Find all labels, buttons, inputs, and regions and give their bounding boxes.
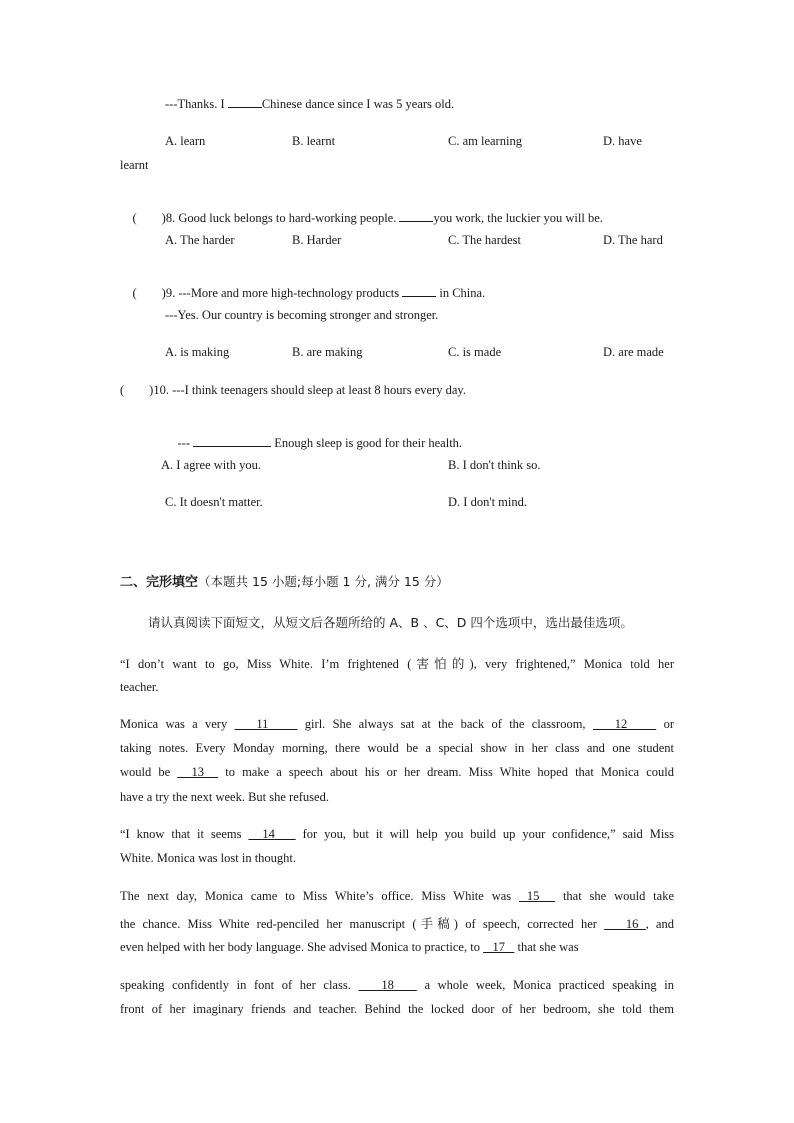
passage-p3-line2: White. Monica was lost in thought.	[120, 851, 297, 865]
q9-blank	[402, 285, 436, 297]
q9-option-b: B. are making	[292, 345, 363, 359]
q8-option-c: C. The hardest	[448, 233, 522, 247]
blank-16	[604, 917, 645, 931]
passage-text: , and	[645, 917, 674, 931]
q8-option-d: D. The hard	[603, 233, 663, 247]
passage-p2-line1	[120, 717, 674, 732]
q8-blank	[399, 210, 433, 222]
passage-text: the chance. Miss White red-penciled her manuscript (手稿) of speech, corrected her	[120, 917, 605, 931]
q10-option-d: D. I don't mind.	[448, 495, 527, 509]
q10-question: ( )10. ---I think teenagers should sleep at least 8 hours every day.	[120, 383, 466, 397]
passage-text: to make a speech about his or her dream. Miss White hoped that Monica could	[218, 765, 674, 779]
passage-text: speaking confidently in font of her class.	[120, 978, 359, 992]
blank-16-number: 16	[625, 917, 639, 931]
blank-13	[177, 765, 218, 779]
q9-option-d: D. are made	[603, 345, 664, 359]
blank-15	[519, 889, 555, 903]
blank-18-number: 18	[381, 978, 394, 992]
q10-text-before: ---	[177, 436, 194, 450]
q8-option-a: A. The harder	[165, 233, 235, 247]
passage-p2-line3	[120, 765, 674, 780]
blank-15-number: 15	[526, 889, 540, 903]
passage-text: Monica was a very	[120, 717, 235, 731]
q7-option-d: D. have	[603, 134, 642, 148]
q7-option-a: A. learn	[165, 134, 206, 148]
passage-p5-line1	[120, 978, 674, 993]
section-2-heading	[120, 571, 449, 590]
q7-option-c: C. am learning	[448, 134, 522, 148]
q10-option-c: C. It doesn't matter.	[165, 495, 263, 509]
passage-text: for you, but it will help you build up your confidence,” said Miss	[295, 827, 675, 841]
q10-option-b: B. I don't think so.	[448, 458, 541, 472]
blank-14	[248, 827, 295, 841]
q9-option-c: C. is made	[448, 345, 502, 359]
passage-p4-line1	[120, 889, 674, 904]
blank-17	[483, 940, 514, 954]
q7-answer-line	[165, 96, 454, 112]
q9-text-after: in China.	[436, 286, 486, 300]
q9-reply: ---Yes. Our country is becoming stronger and stronger.	[165, 308, 439, 322]
passage-text: girl. She always sat at the back of the classroom,	[297, 717, 593, 731]
blank-12-number: 12	[614, 717, 628, 731]
q9-option-a: A. is making	[165, 345, 230, 359]
q8-text-before: ( )8. Good luck belongs to hard-working people.	[132, 211, 400, 225]
passage-p1-line1: “I don’t want to go, Miss White. I’m frightened (害怕的), very frightened,” Monica told her	[120, 657, 674, 671]
passage-text: “I know that it seems	[120, 827, 249, 841]
passage-text: that she was	[514, 940, 579, 954]
blank-12	[593, 717, 656, 731]
section-2-title: 二、完形填空	[120, 575, 199, 590]
q8-text-after: you work, the luckier you will be.	[433, 211, 603, 225]
blank-11	[235, 717, 298, 731]
blank-14-number: 14	[262, 827, 275, 841]
q7-option-b: B. learnt	[292, 134, 336, 148]
passage-p5-line2: front of her imaginary friends and teacher. Behind the locked door of her bedroom, she told them	[120, 1002, 674, 1016]
q10-text-after: Enough sleep is good for their health.	[271, 436, 463, 450]
passage-p1-line2: teacher.	[120, 680, 159, 694]
passage-text: even helped with her body language. She advised Monica to practice, to	[120, 940, 484, 954]
q7-blank	[228, 96, 262, 108]
passage-p3-line1	[120, 827, 674, 842]
passage-p2-line4: have a try the next week. But she refused.	[120, 790, 329, 804]
q7-text-before: ---Thanks. I	[165, 97, 228, 111]
section-2-instruction: 请认真阅读下面短文，从短文后各题所给的 A、B 、C、D 四个选项中，选出最佳选项。	[148, 615, 633, 630]
q7-option-d-wrap: learnt	[120, 158, 149, 172]
passage-p4-line3	[120, 940, 579, 955]
q7-text-after: Chinese dance since I was 5 years old.	[261, 97, 455, 111]
blank-18	[358, 978, 416, 992]
q8-option-b: B. Harder	[292, 233, 342, 247]
blank-11-number: 11	[256, 717, 269, 731]
q9-text-before: ( )9. ---More and more high-technology products	[132, 286, 403, 300]
passage-text: a whole week, Monica practiced speaking in	[416, 978, 674, 992]
section-2-note: （本题共 15 小题;每小题 1 分, 满分 15 分）	[198, 574, 449, 589]
passage-text: would be	[120, 765, 178, 779]
q10-blank	[193, 435, 271, 447]
passage-text: The next day, Monica came to Miss White’s office. Miss White was	[120, 889, 519, 903]
q10-option-a: A. I agree with you.	[161, 458, 261, 472]
passage-text: that she would take	[555, 889, 674, 903]
blank-17-number: 17	[492, 940, 505, 954]
blank-13-number: 13	[191, 765, 204, 779]
passage-p4-line2	[120, 914, 674, 932]
passage-p2-line2: taking notes. Every Monday morning, there would be a special show in her class and one student	[120, 741, 674, 755]
passage-text: or	[656, 717, 675, 731]
